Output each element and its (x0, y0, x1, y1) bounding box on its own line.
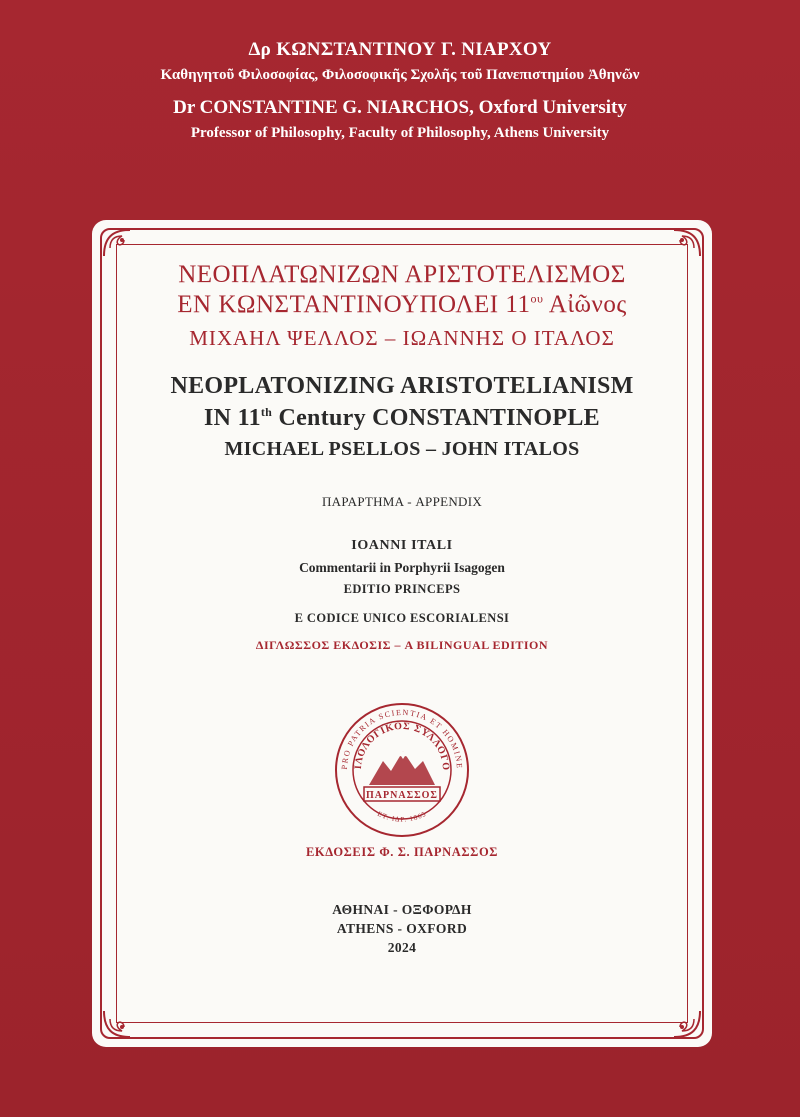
greek-subtitle: ΜΙΧΑΗΛ ΨΕΛΛΟΣ – ΙΩΑΝΝΗΣ Ο ΙΤΑΛΟΣ (189, 326, 615, 350)
author-name-english: Dr CONSTANTINE G. NIARCHOS, Oxford University (173, 97, 627, 118)
svg-text:ΦΙΛΟΛΟΓΙΚΟΣ ΣΥΛΛΟΓΟΣ: ΙΛΟΛΟΓΙΚΟΣ ΣΥΛΛΟΓΟ (352, 720, 452, 772)
author-name-greek: Δρ ΚΩΝΣΤΑΝΤΙΝΟΥ Γ. ΝΙΑΡΧΟΥ (248, 39, 552, 60)
editio-princeps-label: EDITIO PRINCEPS (343, 582, 461, 596)
title-panel (92, 220, 712, 1047)
english-title-line-1: NEOPLATONIZING ARISTOTELIANISM (170, 373, 634, 399)
codice-label: E CODICE UNICO ESCORIALENSI (294, 611, 510, 625)
appendix-label: ΠΑΡΑΡΤΗΜΑ - APPENDIX (321, 494, 483, 509)
bilingual-edition-label: ΔΙΓΛΩΣΣΟΣ ΕΚΔΟΣΙΣ – A BILINGUAL EDITION (255, 638, 549, 652)
publisher-seal (331, 699, 473, 841)
ioanni-itali-label: IOANNI ITALI (351, 538, 453, 553)
place-greek: ΑΘΗΝΑΙ - ΟΞΦΟΡΔΗ (332, 902, 472, 917)
svg-text:PRO PATRIA SCIENTIA ET HOMINE: PRO PATRIA SCIENTIA ET HOMINE (339, 707, 465, 770)
svg-text:ΕΤ. ΙΔΡ. 1865: ΕΤ. ΙΔΡ. 1865 (376, 809, 428, 824)
seal-icon (331, 699, 473, 841)
greek-title-line-1: ΝΕΟΠΛΑΤΩΝΙΖΩΝ ΑΡΙΣΤΟΤΕΛΙΣΜΟΣ (178, 261, 626, 288)
publisher-label: ΕΚΔΟΣΕΙΣ Φ. Σ. ΠΑΡΝΑΣΣΟΣ (305, 845, 499, 859)
place-english: ATHENS - OXFORD (336, 921, 468, 936)
english-title-line-2: IN 11th Century CONSTANTINOPLE (204, 405, 600, 431)
commentarii-label: Commentarii in Porphyrii Isagogen (299, 560, 505, 575)
publication-year: 2024 (387, 940, 417, 955)
corner-ornament-icon (668, 1005, 704, 1041)
author-block (0, 38, 800, 144)
svg-text:ΠΑΡΝΑΣΣΟΣ: ΠΑΡΝΑΣΣΟΣ (366, 790, 438, 801)
author-affiliation-greek: Καθηγητοῦ Φιλοσοφίας, Φιλοσοφικῆς Σχολῆς τοῦ Πανεπιστημίου Ἀθηνῶν (160, 67, 640, 83)
english-subtitle: MICHAEL PSELLOS – JOHN ITALOS (224, 438, 580, 460)
title-content (92, 220, 712, 957)
greek-title-line-2: ΕΝ ΚΩΝΣΤΑΝΤΙΝΟΥΠΟΛΕΙ $11^{o\upsilon}$ Αἰῶνος (177, 291, 627, 318)
corner-ornament-icon (100, 1005, 136, 1041)
author-affiliation-english: Professor of Philosophy, Faculty of Philosophy, Athens University (190, 125, 610, 141)
